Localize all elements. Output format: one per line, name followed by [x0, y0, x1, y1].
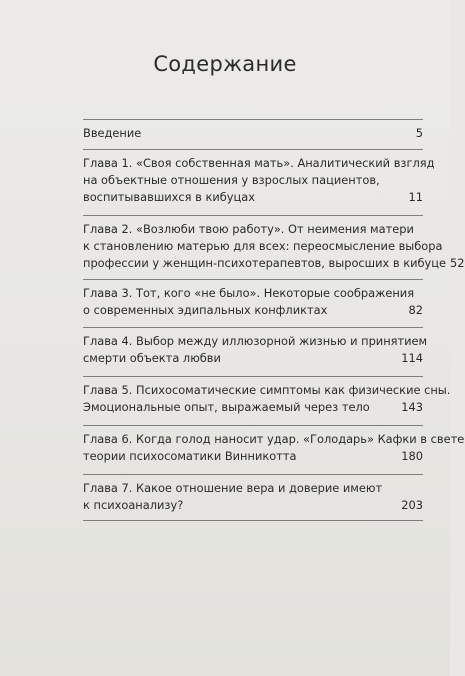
toc-page-number: 180 [401, 449, 423, 463]
toc-entry[interactable] [83, 382, 451, 416]
toc-entry-line: на объектные отношения у взрослых пациентов, [83, 173, 380, 187]
toc-entry[interactable] [83, 125, 423, 142]
entry-separator [83, 215, 423, 216]
toc-entry-line: воспитывавшихся в кибуцах [83, 190, 255, 204]
toc-entry-line: Глава 6. Когда голод наносит удар. «Голодарь» Кафки в свете [83, 432, 465, 446]
toc-entry-line: о современных эдипальных конфликтах [83, 303, 328, 317]
toc-page-number: 5 [415, 126, 423, 140]
toc-page-number: 11 [408, 190, 423, 204]
entry-separator [83, 376, 423, 377]
entry-separator [83, 119, 423, 120]
toc-page-number: 143 [401, 400, 423, 414]
toc-page-number: 82 [408, 303, 423, 317]
entry-separator [83, 149, 423, 150]
entry-separator [83, 520, 423, 521]
toc-entry[interactable] [83, 285, 423, 319]
toc-entry-line: Глава 7. Какое отношение вера и доверие имеют [83, 481, 383, 495]
entry-separator [83, 425, 423, 426]
toc-entry-line: профессии у женщин-психотерапевтов, выросших в кибуце [83, 256, 447, 270]
toc-entry-line: Введение [83, 126, 142, 140]
entry-separator [83, 279, 423, 280]
toc-entry[interactable] [83, 333, 428, 367]
entry-separator [83, 327, 423, 328]
toc-page-number: 114 [401, 351, 423, 365]
toc-entry-line: к становлению матерью для всех: переосмысление выбора [83, 239, 443, 253]
toc-entry[interactable] [83, 480, 423, 514]
toc-entry-line: Глава 2. «Возлюби твою работу». От неимения матери [83, 222, 414, 236]
toc-entry-line: теории психосоматики Винникотта [83, 449, 297, 463]
toc-entry-line: Глава 5. Психосоматические симптомы как физические сны. [83, 383, 451, 397]
toc-page-number: 52 [450, 256, 465, 270]
toc-entry-line: к психоанализу? [83, 498, 184, 512]
toc-page-number: 203 [401, 498, 423, 512]
page-title: Содержание [153, 52, 297, 76]
toc-entry-line: Глава 3. Тот, кого «не было». Некоторые соображения [83, 286, 415, 300]
toc-entry-line: Глава 4. Выбор между иллюзорной жизнью и принятием [83, 334, 428, 348]
toc-entry[interactable] [83, 431, 465, 465]
entry-separator [83, 474, 423, 475]
toc-entry[interactable] [83, 155, 435, 206]
toc-entry-line: смерти объекта любви [83, 351, 221, 365]
toc-entry-line: Эмоциональные опыт, выражаемый через тело [83, 400, 370, 414]
toc-entry[interactable] [83, 221, 465, 272]
toc-entry-line: Глава 1. «Своя собственная мать». Аналитический взгляд [83, 156, 435, 170]
